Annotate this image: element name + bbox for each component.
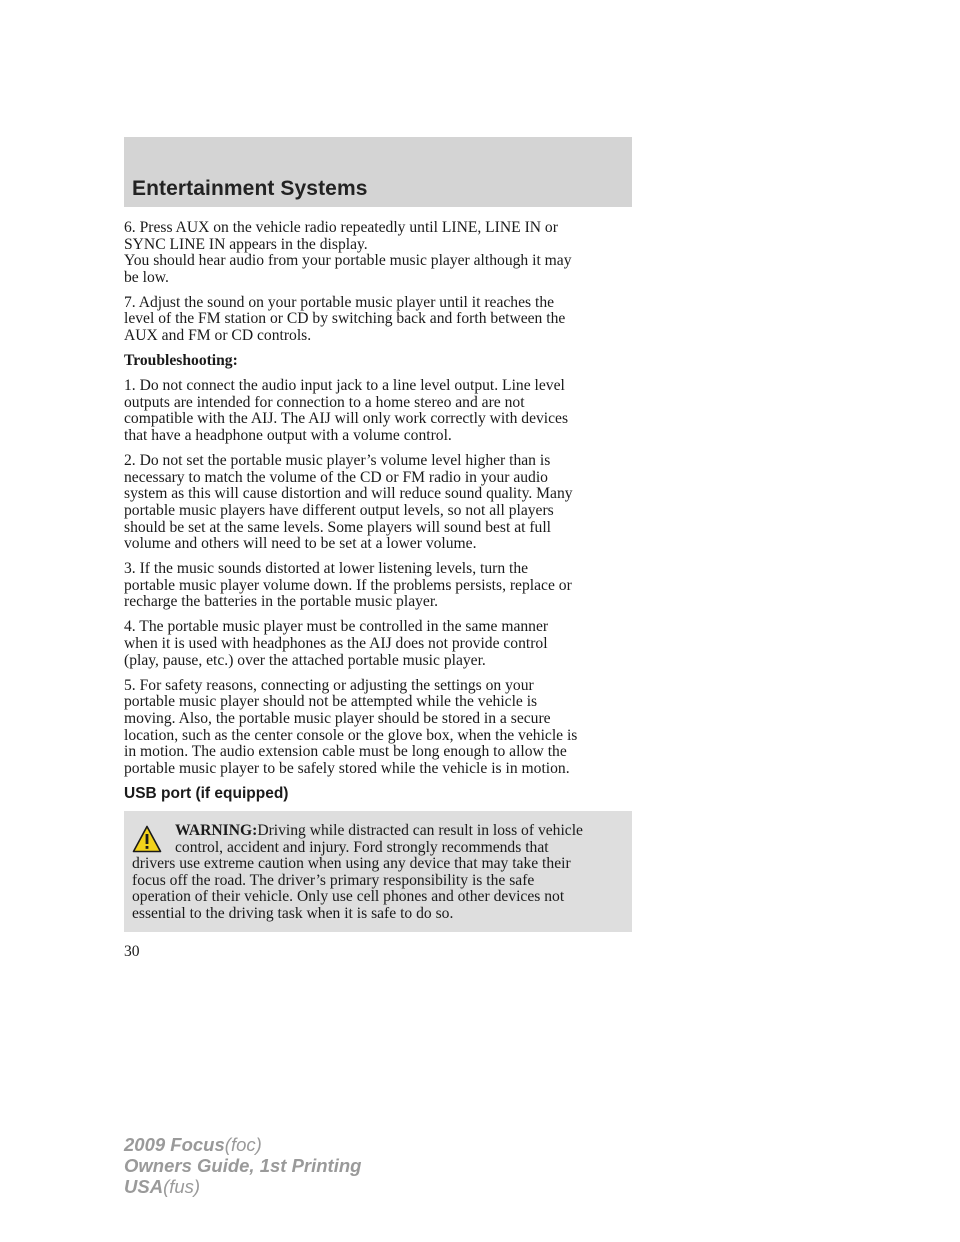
text-line: operation of their vehicle. Only use cell phones and other devices not: [132, 888, 565, 906]
footer-model-code: (foc): [224, 1134, 262, 1155]
step-7-paragraph: [124, 295, 636, 345]
section-header-band: [124, 137, 632, 207]
text-line: Driving while distracted can result in loss of vehicle: [257, 821, 583, 839]
text-line: 2. Do not set the portable music player’s volume level higher than is: [124, 452, 551, 470]
footer-model: 2009 Focus: [124, 1134, 225, 1155]
text-line: outputs are intended for connection to a home stereo and are not: [124, 393, 525, 411]
text-line: (play, pause, etc.) over the attached portable music player.: [124, 651, 486, 669]
text-line: portable music player volume down. If the problems persists, replace or: [124, 576, 572, 594]
text-line: location, such as the center console or the glove box, when the vehicle is: [124, 726, 578, 744]
text-line: compatible with the AIJ. The AIJ will only work correctly with devices: [124, 410, 569, 428]
text-line: when it is used with headphones as the AIJ does not provide control: [124, 635, 548, 653]
warning-triangle-icon: [132, 825, 162, 853]
text-line: essential to the driving task when it is safe to do so.: [132, 904, 454, 922]
footer-line-2: Owners Guide, 1st Printing: [124, 1155, 362, 1176]
troubleshooting-item-5: [124, 678, 636, 778]
text-line: 1. Do not connect the audio input jack to a line level output. Line level: [124, 377, 565, 395]
text-line: level of the FM station or CD by switching back and forth between the: [124, 310, 566, 328]
footer-market: USA: [124, 1176, 164, 1197]
document-footer: [124, 1134, 361, 1197]
section-title: Entertainment Systems: [132, 177, 368, 200]
text-line: that have a headphone output with a volume control.: [124, 427, 452, 445]
text-line: 4. The portable music player must be controlled in the same manner: [124, 618, 549, 636]
page-number: 30: [124, 943, 140, 960]
text-line: system as this will cause distortion and will reduce sound quality. Many: [124, 485, 573, 503]
text-line: be low.: [124, 268, 169, 286]
text-line: in motion. The audio extension cable must be long enough to allow the: [124, 743, 567, 761]
troubleshooting-item-2: [124, 453, 636, 553]
text-line: 3. If the music sounds distorted at lower listening levels, turn the: [124, 560, 529, 578]
text-line: recharge the batteries in the portable music player.: [124, 593, 439, 611]
troubleshooting-item-4: [124, 619, 636, 669]
usb-port-heading: USB port (if equipped): [124, 784, 289, 802]
text-line: AUX and FM or CD controls.: [124, 327, 312, 345]
footer-line-3: [124, 1176, 361, 1197]
text-line: volume and others will need to be set at a lower volume.: [124, 535, 477, 553]
warning-label: WARNING:: [175, 821, 258, 839]
text-line: You should hear audio from your portable music player although it may: [124, 252, 572, 270]
text-line: focus off the road. The driver’s primary responsibility is the safe: [132, 871, 535, 889]
step-6-paragraph: [124, 220, 636, 286]
text-line: 5. For safety reasons, connecting or adjusting the settings on your: [124, 676, 534, 694]
text-line: portable music players have different output levels, so not all players: [124, 501, 554, 519]
text-line: necessary to match the volume of the CD or FM radio in your audio: [124, 468, 548, 486]
text-line: 7. Adjust the sound on your portable music player until it reaches the: [124, 293, 555, 311]
troubleshooting-heading: Troubleshooting:: [124, 352, 238, 370]
text-line: portable music player should not be attempted while the vehicle is: [124, 693, 538, 711]
footer-market-code: (fus): [163, 1176, 201, 1197]
text-line: should be set at the same levels. Some players will sound best at full: [124, 518, 552, 536]
footer-line-1: [124, 1134, 361, 1155]
text-line: 6. Press AUX on the vehicle radio repeatedly until LINE, LINE IN or: [124, 219, 558, 236]
page-content: [124, 220, 636, 932]
text-line: SYNC LINE IN appears in the display.: [124, 235, 368, 253]
troubleshooting-item-1: [124, 378, 636, 444]
text-line: drivers use extreme caution when using any device that may take their: [132, 855, 571, 873]
warning-box: [124, 811, 632, 933]
troubleshooting-item-3: [124, 561, 636, 611]
text-line: control, accident and injury. Ford strongly recommends that: [175, 838, 549, 856]
warning-text: [124, 823, 632, 923]
warning-first-line: [132, 823, 632, 840]
text-line: moving. Also, the portable music player should be stored in a secure: [124, 709, 551, 727]
text-line: portable music player to be safely stored while the vehicle is in motion.: [124, 759, 570, 777]
